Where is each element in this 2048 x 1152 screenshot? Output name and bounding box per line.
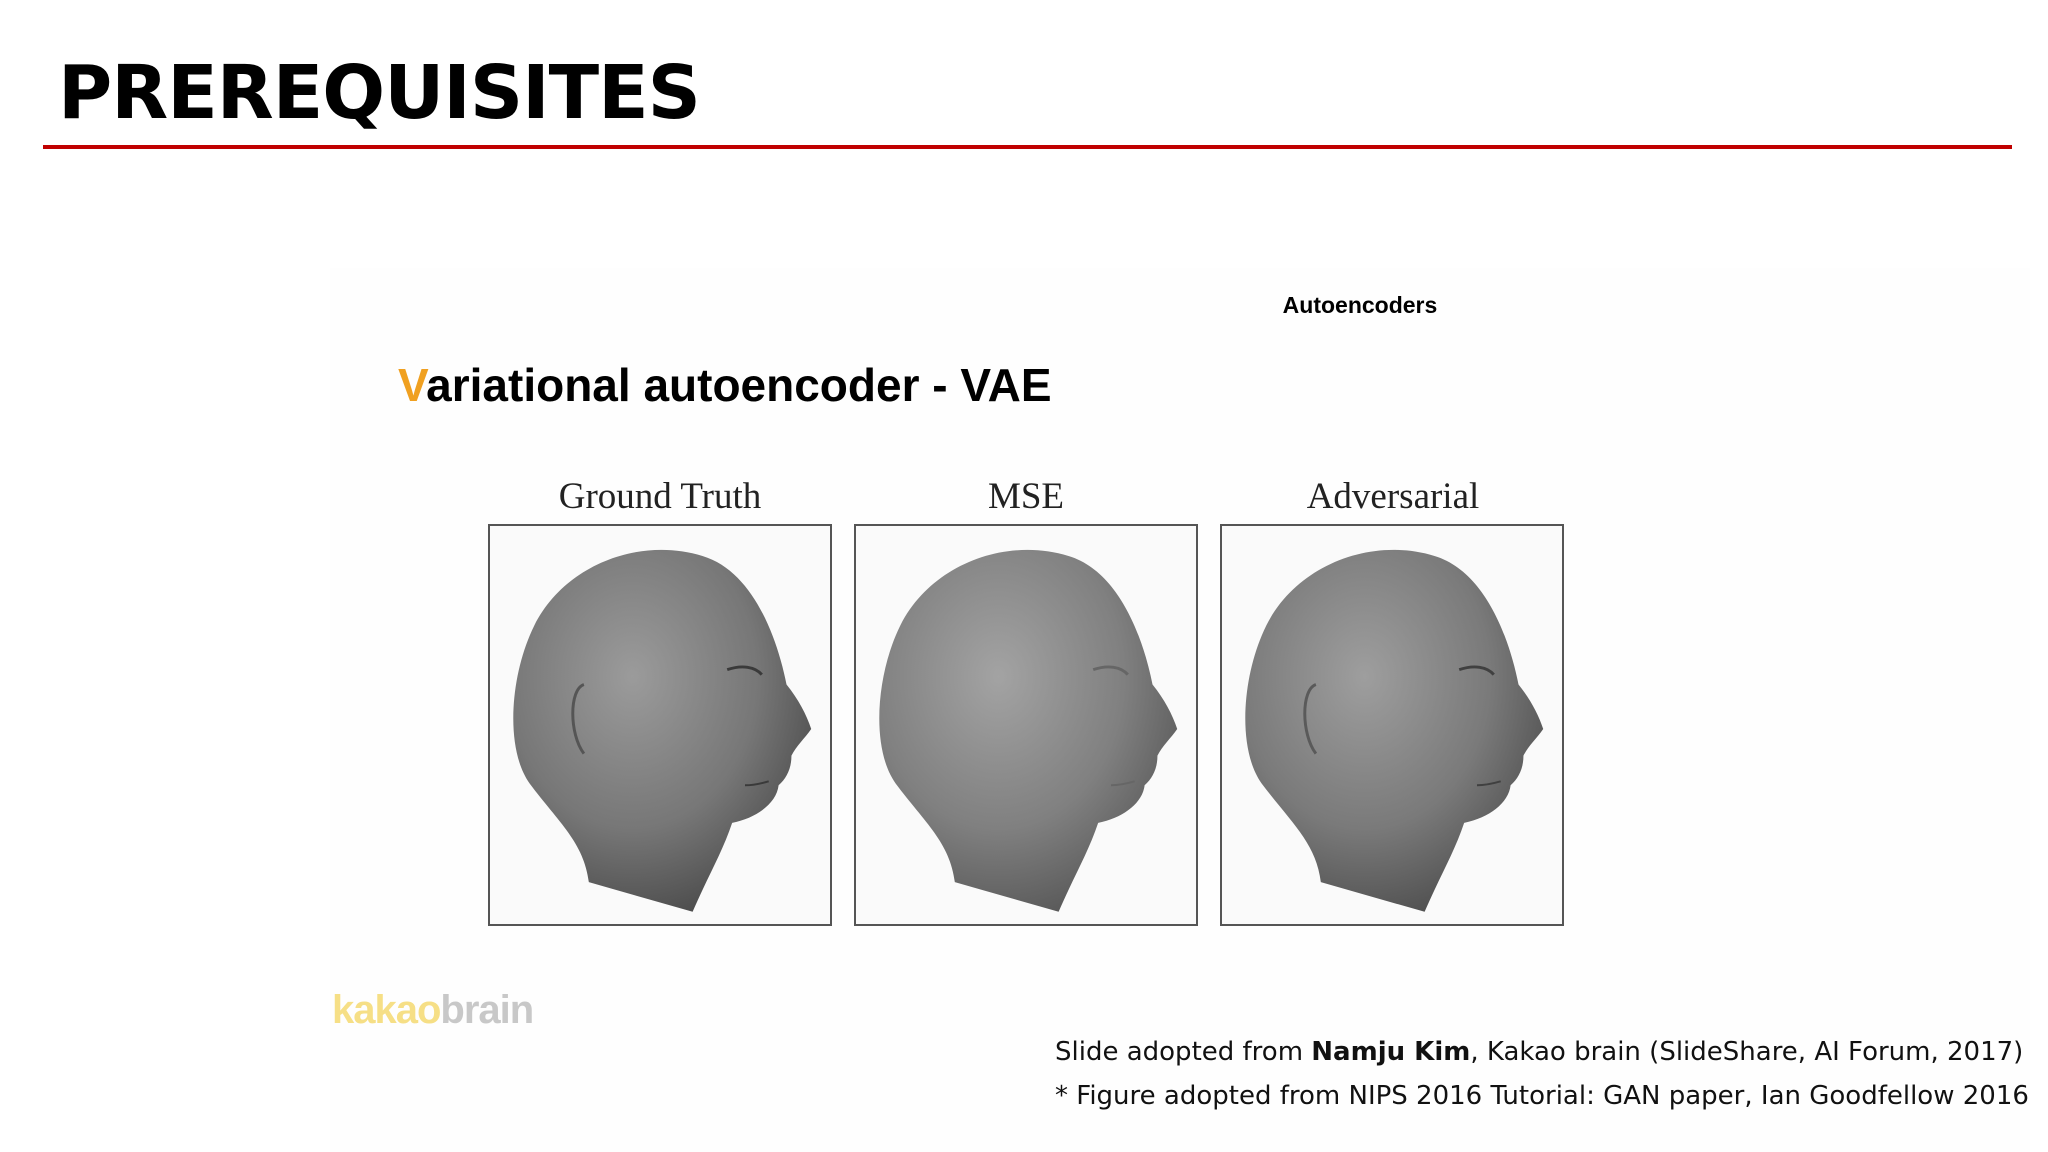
- credit-author: Namju Kim: [1311, 1037, 1471, 1067]
- credits: [1055, 1030, 2029, 1118]
- head-render-mse: [856, 526, 1196, 924]
- heading-first-letter: V: [398, 359, 427, 411]
- panel-label-ground-truth: Ground Truth: [558, 476, 762, 517]
- credit-line-2: * Figure adopted from NIPS 2016 Tutorial: GAN paper, Ian Goodfellow 2016: [1055, 1081, 2029, 1111]
- panel-label-adversarial: Adversarial: [1306, 476, 1480, 517]
- credit-line-1: Slide adopted from Namju Kim, Kakao brain (SlideShare, AI Forum, 2017): [1055, 1037, 2024, 1067]
- panel-ground-truth: [488, 524, 832, 926]
- head-render-adversarial: [1222, 526, 1562, 924]
- panel-mse: [854, 524, 1198, 926]
- slide-title: PREREQUISITES: [58, 50, 700, 136]
- kakaobrain-logo: kakaobrain: [332, 988, 534, 1032]
- embedded-slide-heading: [398, 358, 1052, 412]
- embedded-slide-image: [330, 268, 2030, 1152]
- embedded-slide-header: Autoencoders: [1282, 292, 1438, 318]
- heading-rest: ariational autoencoder - VAE: [426, 359, 1052, 411]
- title-divider: [43, 145, 2012, 149]
- panel-label-mse: MSE: [987, 476, 1065, 517]
- panel-adversarial: [1220, 524, 1564, 926]
- head-render-ground-truth: [490, 526, 830, 924]
